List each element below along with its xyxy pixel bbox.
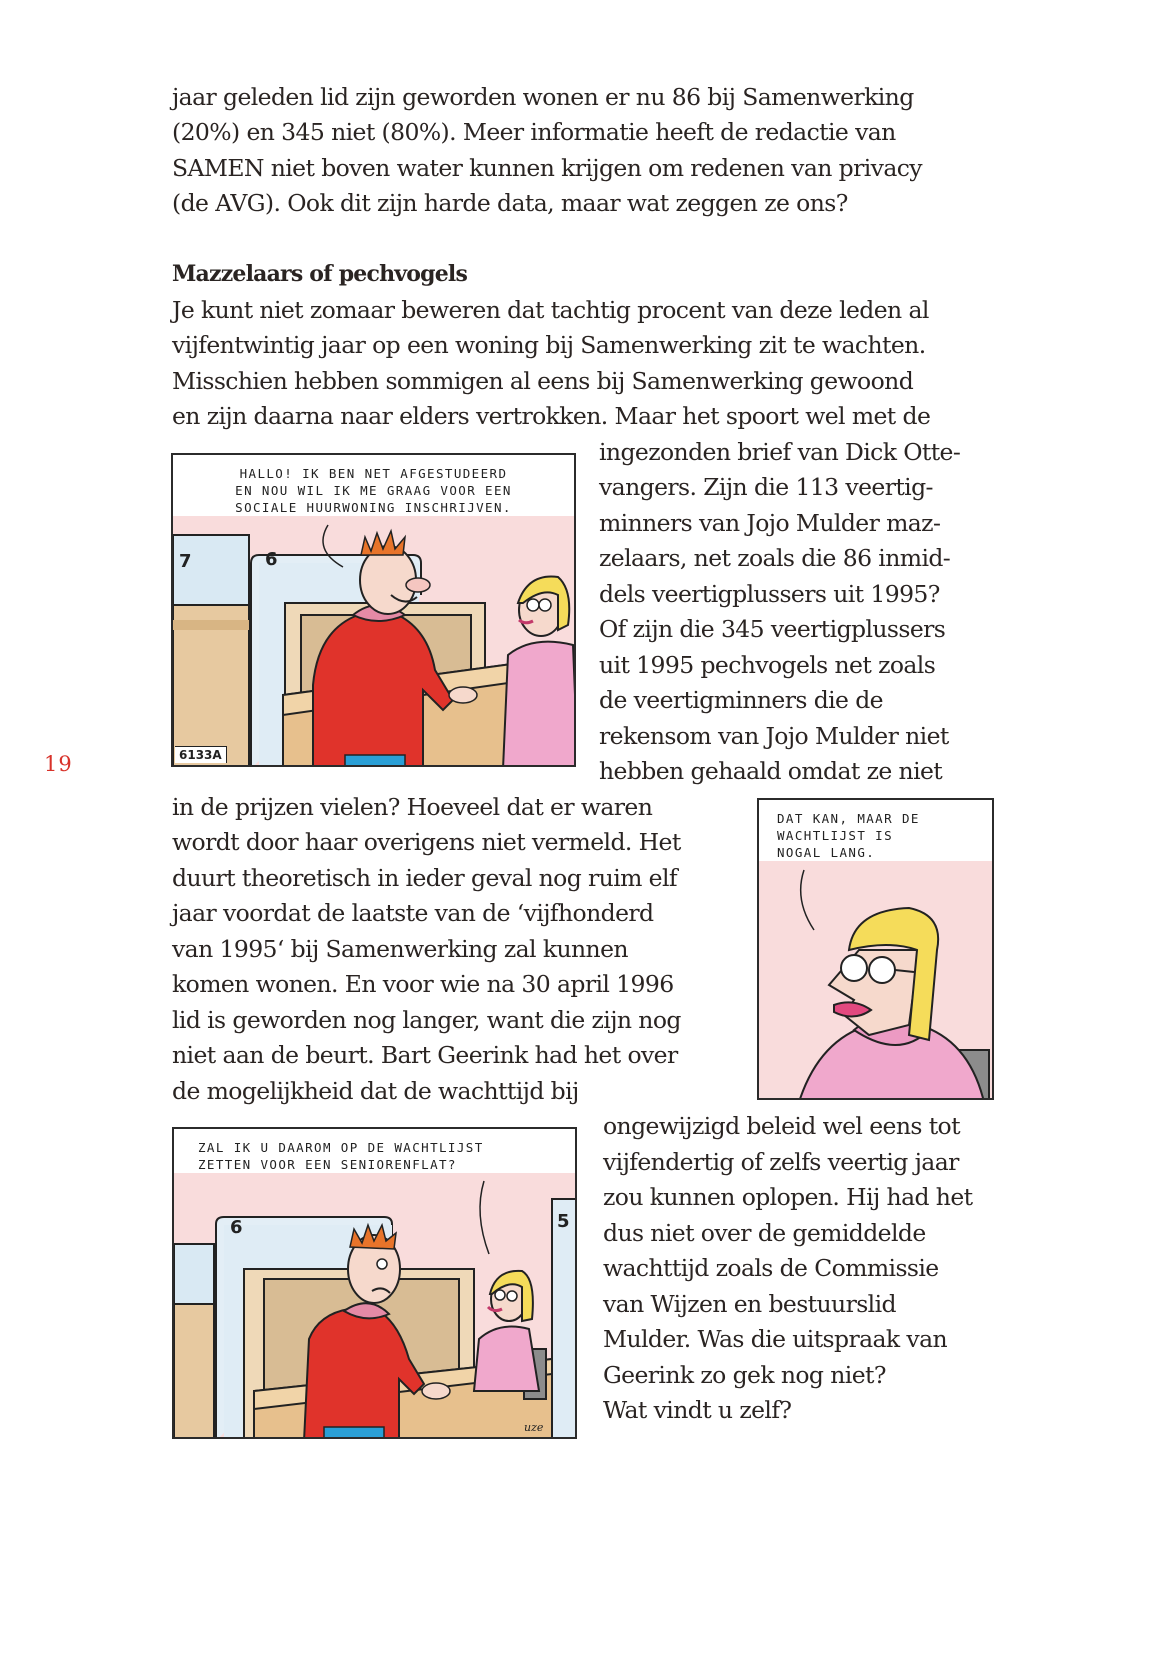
- text-line: uit 1995 pechvogels net zoals: [599, 651, 936, 679]
- artist-signature: uze: [524, 1421, 544, 1434]
- text-line: vijfendertig of zelfs veertig jaar: [603, 1148, 959, 1176]
- svg-text:7: 7: [179, 551, 192, 572]
- comic-panel-2: [757, 798, 994, 1100]
- speech-caption: DAT KAN, MAAR DE WACHTLIJST IS NOGAL LANG.: [759, 800, 992, 861]
- text-line: minners van Jojo Mulder maz-: [599, 509, 941, 537]
- svg-text:5: 5: [557, 1211, 570, 1232]
- text-line: Mulder. Was die uitspraak van: [603, 1325, 948, 1353]
- text-line: jaar voordat de laatste van de ‘vijfhonderd: [172, 899, 654, 927]
- text-line: Wat vindt u zelf?: [603, 1396, 792, 1424]
- text-line: de mogelijkheid dat de wachttijd bij: [172, 1077, 579, 1105]
- comic-panel-3: [172, 1127, 577, 1439]
- text-line: Of zijn die 345 veertigplussers: [599, 615, 946, 643]
- text-line: hebben gehaald omdat ze niet: [599, 757, 943, 785]
- text-line: de veertigminners die de: [599, 686, 883, 714]
- text-line: Misschien hebben sommigen al eens bij Samenwerking gewoond: [172, 367, 914, 395]
- text-line: wachttijd zoals de Commissie: [603, 1254, 939, 1282]
- text-line: van Wijzen en bestuurslid: [603, 1290, 896, 1318]
- text-line: van 1995‘ bij Samenwerking zal kunnen: [172, 935, 628, 963]
- text-line: vangers. Zijn die 113 veertig-: [599, 473, 933, 501]
- text-line: dus niet over de gemiddelde: [603, 1219, 926, 1247]
- text-line: wordt door haar overigens niet vermeld. Het: [172, 828, 681, 856]
- svg-text:6: 6: [230, 1217, 243, 1238]
- comic-code: 6133A: [175, 746, 227, 763]
- text-line: ingezonden brief van Dick Otte-: [599, 438, 961, 466]
- text-line: zou kunnen oplopen. Hij had het: [603, 1183, 973, 1211]
- text-line: (20%) en 345 niet (80%). Meer informatie heeft de redactie van: [172, 118, 896, 146]
- text-line: jaar geleden lid zijn geworden wonen er nu 86 bij Samenwerking: [172, 83, 914, 111]
- text-line: in de prijzen vielen? Hoeveel dat er waren: [172, 793, 653, 821]
- text-line: zelaars, net zoals die 86 inmid-: [599, 544, 951, 572]
- text-line: ongewijzigd beleid wel eens tot: [603, 1112, 960, 1140]
- svg-text:6: 6: [265, 549, 278, 570]
- text-line: dels veertigplussers uit 1995?: [599, 580, 940, 608]
- text-line: SAMEN niet boven water kunnen krijgen om redenen van privacy: [172, 154, 922, 182]
- text-line: vijfentwintig jaar op een woning bij Samenwerking zit te wachten.: [172, 331, 926, 359]
- text-line: en zijn daarna naar elders vertrokken. Maar het spoort wel met de: [172, 402, 931, 430]
- text-line: Je kunt niet zomaar beweren dat tachtig procent van deze leden al: [172, 296, 929, 324]
- text-line: Geerink zo gek nog niet?: [603, 1361, 886, 1389]
- text-line: lid is geworden nog langer, want die zijn nog: [172, 1006, 681, 1034]
- text-line: duurt theoretisch in ieder geval nog ruim elf: [172, 864, 677, 892]
- text-line: niet aan de beurt. Bart Geerink had het over: [172, 1041, 678, 1069]
- comic-panel-1: [171, 453, 576, 767]
- text-line: rekensom van Jojo Mulder niet: [599, 722, 949, 750]
- page-number: 19: [44, 752, 73, 776]
- text-line: komen wonen. En voor wie na 30 april 1996: [172, 970, 674, 998]
- section-heading: Mazzelaars of pechvogels: [172, 261, 468, 287]
- speech-caption: ZAL IK U DAAROM OP DE WACHTLIJST ZETTEN VOOR EEN SENIORENFLAT?: [174, 1129, 575, 1173]
- comic-illustration: [174, 1129, 577, 1439]
- speech-caption: HALLO! IK BEN NET AFGESTUDEERD EN NOU WIL IK ME GRAAG VOOR EEN SOCIALE HUURWONING INSCHRIJVEN.: [173, 455, 574, 516]
- text-line: (de AVG). Ook dit zijn harde data, maar wat zeggen ze ons?: [172, 189, 848, 217]
